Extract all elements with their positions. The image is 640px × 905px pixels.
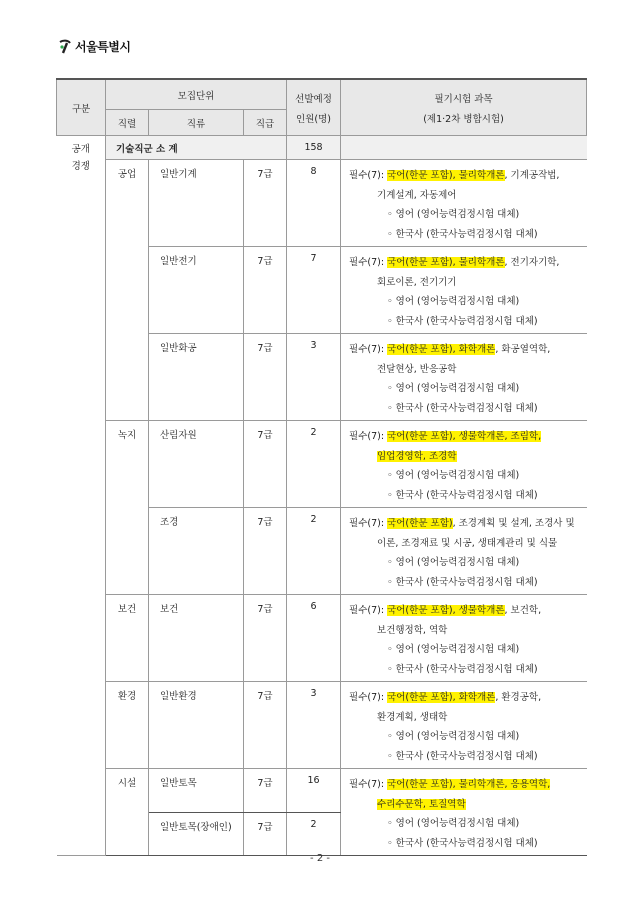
grade-cell: 7급 (244, 682, 287, 769)
subjects-cell (341, 160, 587, 247)
optional-korean-history: ◦ 한국사 (한국사능력검정시험 대체) (387, 315, 538, 327)
class-cell: 일반전기 (149, 247, 244, 334)
optional-english: ◦ 영어 (영어능력검정시험 대체) (387, 470, 520, 481)
highlighted-subjects: 국어(한문 포함), 물리학개론, 응용역학, (387, 779, 551, 790)
count-cell: 6 (287, 595, 341, 682)
highlighted-subjects: 국어(한문 포함), 생물학개론 (387, 605, 505, 616)
gubun-line1: 공개 (71, 144, 90, 155)
subject-rest: , 조경계획 및 설계, 조경사 및 (452, 518, 575, 529)
header-class: 직류 (149, 110, 244, 136)
required-label: 필수(7): (349, 605, 385, 616)
header-series: 직렬 (106, 110, 149, 136)
header-grade: 직급 (244, 110, 287, 136)
grade-cell: 7급 (244, 421, 287, 508)
class-cell: 일반화공 (149, 334, 244, 421)
subject-rest: , 전기자기학, (504, 257, 560, 268)
subject-line2: 전달현상, 반응공학 (377, 363, 457, 375)
series-bogeon: 보건 (106, 595, 149, 682)
header-gubun: 구분 (57, 79, 106, 136)
class-cell: 보건 (149, 595, 244, 682)
grade-cell: 7급 (244, 769, 287, 813)
subject-line2: 환경계획, 생태학 (377, 711, 448, 723)
highlighted-subjects: 국어(한문 포함), 물리학개론 (387, 257, 505, 268)
grade-cell: 7급 (244, 334, 287, 421)
count-cell: 2 (287, 508, 341, 595)
subjects-cell (341, 595, 587, 682)
count-cell: 8 (287, 160, 341, 247)
grade-cell: 7급 (244, 508, 287, 595)
optional-korean-history: ◦ 한국사 (한국사능력검정시험 대체) (387, 837, 538, 849)
required-label: 필수(7): (349, 431, 385, 442)
optional-english: ◦ 영어 (영어능력검정시험 대체) (387, 731, 520, 742)
count-cell: 2 (287, 812, 341, 856)
series-gongeop: 공업 (106, 160, 149, 421)
highlighted-subjects: 국어(한문 포함), 물리학개론 (387, 170, 505, 181)
page-number: - 2 - (310, 853, 330, 864)
subject-rest: , 화공열역학, (495, 344, 551, 355)
header-count-line2: 인원(명) (296, 113, 331, 125)
highlighted-subjects: 국어(한문 포함), 생물학개론, 조림학, (387, 431, 542, 442)
logo-text: 서울특별시 (75, 40, 131, 54)
logo (58, 38, 130, 55)
subtotal-count: 158 (287, 136, 341, 160)
subject-rest: , 기계공작법, (504, 170, 560, 181)
optional-english: ◦ 영어 (영어능력검정시험 대체) (387, 296, 520, 307)
grade-cell: 7급 (244, 247, 287, 334)
gubun-line2: 경쟁 (71, 161, 90, 172)
subject-line2: 기계설계, 자동제어 (377, 189, 457, 201)
count-cell: 7 (287, 247, 341, 334)
optional-korean-history: ◦ 한국사 (한국사능력검정시험 대체) (387, 576, 538, 588)
subject-rest: , 보건학, (504, 605, 542, 616)
subjects-cell (341, 421, 587, 508)
class-cell: 일반토목 (149, 769, 244, 813)
header-subjects-line1: 필기시험 과목 (434, 93, 493, 105)
header-count (287, 79, 341, 136)
class-cell: 일반기계 (149, 160, 244, 247)
subjects-cell (341, 508, 587, 595)
highlighted-subjects: 국어(한문 포함), 화학개론 (387, 692, 496, 703)
subjects-cell (341, 682, 587, 769)
subject-line2: 보건행정학, 역학 (377, 624, 448, 636)
optional-korean-history: ◦ 한국사 (한국사능력검정시험 대체) (387, 402, 538, 414)
gubun-cell (57, 136, 106, 856)
subtotal-label: 기술직군 소 계 (106, 136, 287, 160)
series-nokji: 녹지 (106, 421, 149, 595)
count-cell: 2 (287, 421, 341, 508)
grade-cell: 7급 (244, 160, 287, 247)
subjects-cell (341, 334, 587, 421)
subjects-cell (341, 247, 587, 334)
count-cell: 3 (287, 334, 341, 421)
subtotal-blank (341, 136, 587, 160)
optional-english: ◦ 영어 (영어능력검정시험 대체) (387, 383, 520, 394)
grade-cell: 7급 (244, 812, 287, 856)
optional-english: ◦ 영어 (영어능력검정시험 대체) (387, 644, 520, 655)
highlighted-subjects-line2: 임업경영학, 조경학 (377, 450, 457, 462)
highlighted-subjects-line2: 수리수문학, 토질역학 (377, 798, 466, 810)
required-label: 필수(7): (349, 779, 385, 790)
subjects-cell (341, 769, 587, 856)
optional-korean-history: ◦ 한국사 (한국사능력검정시험 대체) (387, 228, 538, 240)
grade-cell: 7급 (244, 595, 287, 682)
optional-korean-history: ◦ 한국사 (한국사능력검정시험 대체) (387, 489, 538, 501)
seoul-logo-icon (58, 39, 72, 55)
highlighted-subjects: 국어(한문 포함), 화학개론 (387, 344, 496, 355)
series-hwangyeong: 환경 (106, 682, 149, 769)
header-count-line1: 선발예정 (295, 93, 332, 105)
class-cell: 산림자원 (149, 421, 244, 508)
highlighted-subjects: 국어(한문 포함) (387, 518, 453, 529)
required-label: 필수(7): (349, 344, 385, 355)
header-recruitment-unit: 모집단위 (106, 79, 287, 110)
required-label: 필수(7): (349, 257, 385, 268)
recruitment-table (56, 78, 587, 856)
optional-english: ◦ 영어 (영어능력검정시험 대체) (387, 557, 520, 568)
count-cell: 16 (287, 769, 341, 813)
optional-korean-history: ◦ 한국사 (한국사능력검정시험 대체) (387, 663, 538, 675)
header-subjects (341, 79, 587, 136)
required-label: 필수(7): (349, 692, 385, 703)
optional-korean-history: ◦ 한국사 (한국사능력검정시험 대체) (387, 750, 538, 762)
subject-rest: , 환경공학, (495, 692, 542, 703)
required-label: 필수(7): (349, 170, 385, 181)
class-cell: 일반토목(장애인) (149, 812, 244, 856)
subject-line2: 회로이론, 전기기기 (377, 276, 457, 288)
optional-english: ◦ 영어 (영어능력검정시험 대체) (387, 818, 520, 829)
subject-line2: 이론, 조경재료 및 시공, 생태계관리 및 식물 (377, 537, 558, 549)
class-cell: 조경 (149, 508, 244, 595)
required-label: 필수(7): (349, 518, 385, 529)
count-cell: 3 (287, 682, 341, 769)
series-siseol: 시설 (106, 769, 149, 856)
class-cell: 일반환경 (149, 682, 244, 769)
header-subjects-line2: (제1·2차 병합시험) (423, 113, 504, 125)
optional-english: ◦ 영어 (영어능력검정시험 대체) (387, 209, 520, 220)
